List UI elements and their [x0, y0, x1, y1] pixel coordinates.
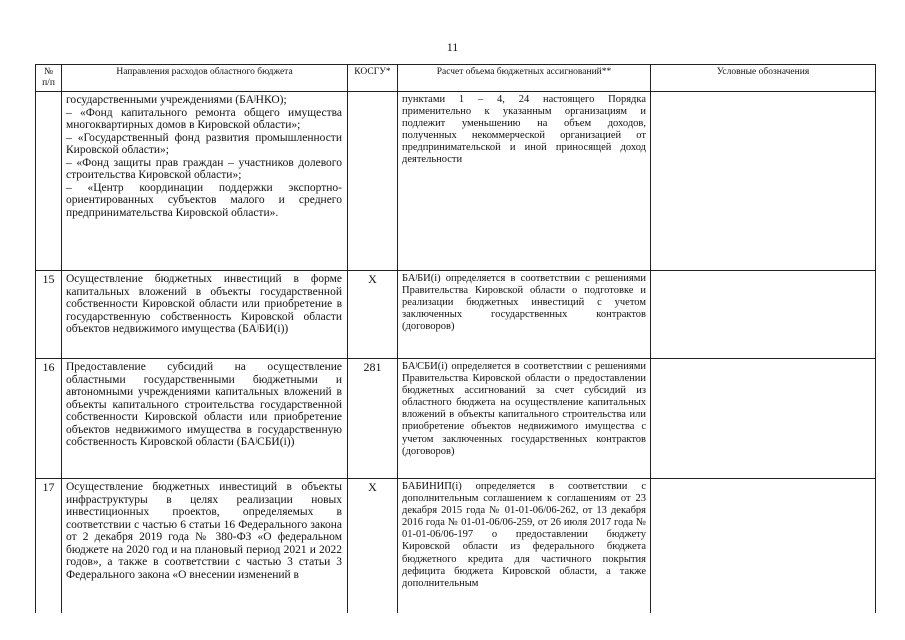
table-row	[36, 271, 876, 359]
row-notes	[651, 479, 876, 613]
table-header-row	[36, 65, 876, 92]
row-calculation: пунктами 1 – 4, 24 настоящего Порядка применительно к указанным организациям и подлежит уменьшению на объем доходов, полученных некоммерческой организацией от предпринимательской и иной приносящей доход деятельности	[398, 92, 651, 271]
header-calculation: Расчет объема бюджетных ассигнований**	[398, 65, 651, 92]
budget-table	[35, 64, 876, 613]
table-row	[36, 479, 876, 613]
row-notes	[651, 359, 876, 479]
row-notes	[651, 92, 876, 271]
row-kosgu: Х	[348, 479, 398, 613]
row-direction: Осуществление бюджетных инвестиций в форме капитальных вложений в объекты государственной собственности Кировской области или приобретение в государственную собственность Кировской области объектов недвижимого имущества (БАʲБИ(i))	[62, 271, 348, 359]
header-num: № п/п	[36, 65, 62, 92]
row-kosgu: 281	[348, 359, 398, 479]
row-num: 17	[36, 479, 62, 613]
row-calculation: БАʲБИ(i) определяется в соответствии с решениями Правительства Кировской области о подготовке и реализации бюджетных инвестиций с учетом заключенных государственных контрактов (договоров)	[398, 271, 651, 359]
row-direction: Предоставление субсидий на осуществление областными государственными бюджетными и автономными учреждениями капитальных вложений в объекты капитального строительства государственной собственности Кировской области или приобретение объектов недвижимого имущества в государственную собственность Кировской области (БАʲСБИ(i))	[62, 359, 348, 479]
row-num: 15	[36, 271, 62, 359]
row-direction: Осуществление бюджетных инвестиций в объекты инфраструктуры в целях реализации новых инвестиционных проектов, определяемых в соответствии с частью 6 статьи 16 Федерального закона от 2 декабря 2019 года № 380-ФЗ «О федеральном бюджете на 2020 год и на плановый период 2021 и 2022 годов», а также в соответствии с частью 3 статьи 3 Федерального закона «О внесении изменений в	[62, 479, 348, 613]
page-number: 11	[446, 40, 459, 54]
row-notes	[651, 271, 876, 359]
row-num	[36, 92, 62, 271]
row-direction: государственными учреждениями (БАʲНКО); – «Фонд капитального ремонта общего имущества многоквартирных домов в Кировской области»; – «Государственный фонд развития промышленности Кировской области»; – «Фонд защиты прав граждан – участников долевого строительства Кировской области»; – «Центр координации поддержки экспортно-ориентированных субъектов малого и среднего предпринимательства Кировской области».	[62, 92, 348, 271]
header-notes: Условные обозначения	[651, 65, 876, 92]
header-direction: Направления расходов областного бюджета	[62, 65, 348, 92]
header-kosgu: КОСГУ*	[348, 65, 398, 92]
row-kosgu: Х	[348, 271, 398, 359]
row-calculation: БАʲСБИ(i) определяется в соответствии с решениями Правительства Кировской области о предоставлении бюджетных ассигнований за счет субсидий из областного бюджета на осуществление капитальных вложений в объекты капитального строительства или приобретение объектов недвижимого имущества с учетом заключенных государственных контрактов (договоров)	[398, 359, 651, 479]
row-num: 16	[36, 359, 62, 479]
table-row	[36, 92, 876, 271]
row-kosgu	[348, 92, 398, 271]
table-row	[36, 359, 876, 479]
row-calculation: БАБИНИП(i) определяется в соответствии с дополнительным соглашением к соглашениям от 23 декабря 2015 года № 01-01-06/06-262, от 13 декабря 2016 года № 01-01-06/06-259, от 26 июля 2017 года № 01-01-06/06-197 о предоставлении бюджету Кировской области из федерального бюджета бюджетного кредита для частичного покрытия дефицита бюджета Кировской области, а также дополнительным	[398, 479, 651, 613]
